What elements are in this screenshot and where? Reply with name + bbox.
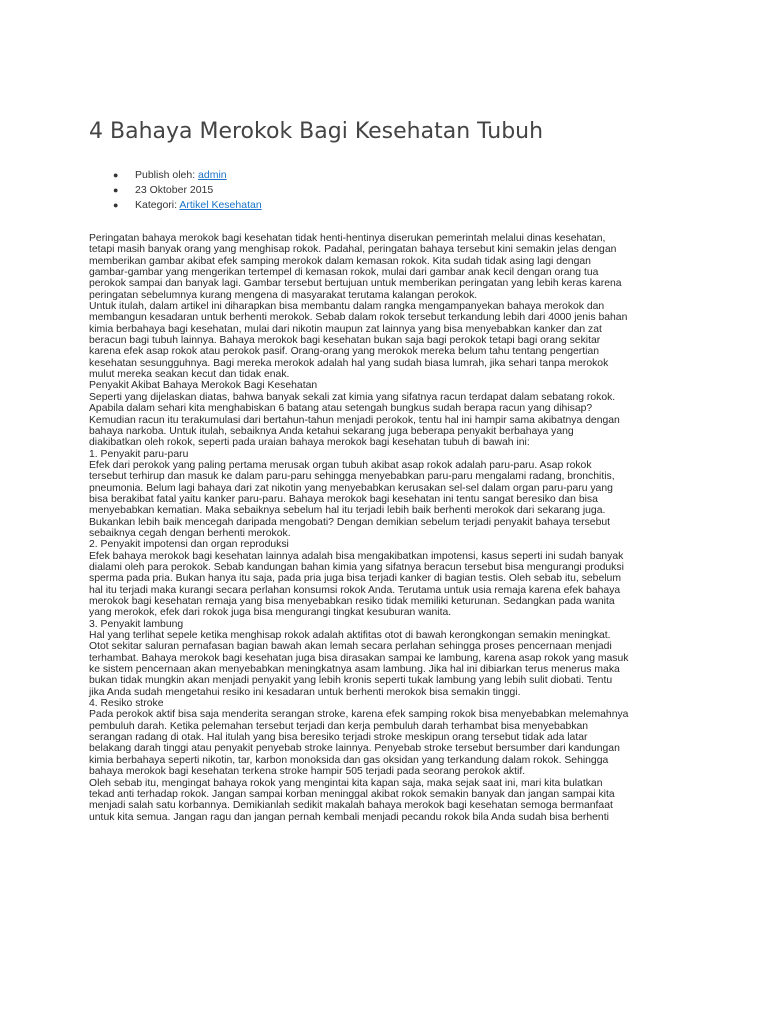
body-text-line: 3. Penyakit lambung (89, 618, 184, 630)
body-text-line: menyebabkan kematian. Maka sebaiknya sebelum hal itu terjadi lebih baik berhenti merokok dari sekarang juga. (89, 505, 606, 517)
body-text-line: ke sistem pencernaan akan menyebabkan meningkatnya asam lambung. Jika hal ini dibiarkan terus menerus maka (89, 664, 620, 676)
body-text-line: Untuk itulah, dalam artikel ini diharapkan bisa membantu dalam rangka mengampanyekan bahaya merokok dan (89, 301, 605, 313)
body-text-line: 2. Penyakit impotensi dan organ reproduksi (89, 539, 289, 551)
bullet-icon: ● (113, 170, 119, 180)
body-text-line: kimia berbahaya bagi kesehatan, mulai dari nikotin maupun zat lainnya yang bisa menyebabkan kanker dan zat (89, 323, 602, 335)
body-text-line: membangun kesadaran untuk berhenti merokok. Sebab dalam rokok tersebut terkandung lebih dari 4000 jenis bahan (89, 312, 628, 324)
body-text-line: Efek bahaya merokok bagi kesehatan lainnya adalah bisa mengakibatkan impotensi, kasus seperti ini sudah banyak (89, 550, 624, 562)
body-text-line: tekad anti terhadap rokok. Jangan sampai korban meninggal akibat rokok semakin banyak dan jangan sampai kita (89, 788, 615, 800)
body-text-line: diakibatkan oleh rokok, seperti pada uraian bahaya merokok bagi kesehatan tubuh di bawah ini: (89, 437, 530, 449)
publish-date: 23 Oktober 2015 (135, 184, 214, 196)
meta-item-author (110, 168, 262, 183)
meta-item-category (110, 198, 262, 213)
body-text-line: Apabila dalam sehari kita menghabiskan 6 batang atau setengah bungkus sudah berapa racun yang dihisap? (89, 403, 593, 415)
body-text-line: terhambat. Bahaya merokok bagi kesehatan juga bisa dirasakan sampai ke lambung, karena asap rokok yang masuk (89, 652, 629, 664)
body-text-line: mulut mereka seakan kecut dan tidak enak. (89, 369, 290, 381)
body-text-line: sebaiknya cegah dengan berhenti merokok. (89, 527, 291, 539)
body-text-line: beracun bagi tubuh lainnya. Bahaya merokok bagi kesehatan bukan saja bagi perokok tetapi bagi orang sekitar (89, 335, 601, 347)
body-text-line: kimia berbahaya seperti nikotin, tar, karbon monoksida dan gas oksidan yang terkandung dalam rokok. Sehingga (89, 754, 609, 766)
body-text-line: Oleh sebab itu, mengingat bahaya rokok yang mengintai kita kapan saja, maka sejak saat ini, mari kita bulatkan (89, 777, 603, 789)
bullet-icon: ● (113, 200, 119, 210)
bullet-icon: ● (113, 185, 119, 195)
body-text-line: bisa berakibat fatal yaitu kanker paru-paru. Bahaya merokok bagi kesehatan ini tentu sangat beresiko dan bisa (89, 493, 598, 505)
body-text-line: peringatan sebelumnya kurang mengena di masyarakat terutama kalangan perokok. (89, 289, 478, 301)
body-text-line: 1. Penyakit paru-paru (89, 448, 189, 460)
body-text-line: pembuluh darah. Ketika pelemahan tersebut terjadi dan kerja pembuluh darah terhambat bisa menyebabkan (89, 720, 589, 732)
author-label: Publish oleh: (135, 169, 199, 181)
body-text-line: untuk kita semua. Jangan ragu dan jangan pernah kembali menjadi pecandu rokok bila Anda sudah bisa berhenti (89, 811, 609, 823)
body-text-line: yang merokok, efek dari rokok juga bisa mengurangi tingkat kesuburan wanita. (89, 607, 452, 619)
body-text-line: Efek dari perokok yang paling pertama merusak organ tubuh akibat asap rokok adalah paru-paru. Asap rokok (89, 459, 592, 471)
body-text-line: bukan tidak mungkin akan menjadi penyakit yang lebih kronis seperti tukak lambung yang lebih sulit diobati. Tentu (89, 675, 613, 687)
body-text-line: Bukankan lebih baik mencegah daripada mengobati? Dengan demikian sebelum terjadi penyakit bahaya tersebut (89, 516, 611, 528)
body-text-line: bahaya merokok bagi kesehatan terkena stroke hampir 505 terjadi pada seorang perokok aktif. (89, 766, 526, 778)
body-text-line: merokok bagi kesehatan remaja yang bisa menyebabkan resiko tidak memiliki keturunan. Sedangkan pada wanita (89, 596, 615, 607)
body-text-line: 4. Resiko stroke (89, 698, 164, 710)
body-text-line: tetapi masih banyak orang yang menghisap rokok. Padahal, peringatan bahaya tersebut kini semakin jelas dengan (89, 244, 617, 256)
body-text-line: perokok sampai dan banyak lagi. Gambar tersebut bertujuan untuk memberikan peringatan yang lebih keras karena (89, 278, 622, 290)
body-text-line: memberikan gambar akibat efek samping merokok dalam kemasan rokok. Kita sudah tidak asing lagi dengan (89, 255, 591, 267)
body-text-line: pneumonia. Belum lagi bahaya dari zat nikotin yang menyebabkan kerusakan sel-sel dalam organ paru-paru yang (89, 482, 613, 494)
article-meta-list (110, 168, 262, 213)
category-link[interactable]: Artikel Kesehatan (179, 199, 262, 211)
body-text-line: Hal yang terlihat sepele ketika menghisap rokok adalah aktifitas otot di bawah kerongkongan semakin meningkat. (89, 630, 611, 642)
body-text-line: menjadi salah satu korbannya. Demikianlah sedikit makalah bahaya merokok bagi kesehatan semoga bermanfaat (89, 800, 613, 812)
body-text-line: jika Anda sudah mengetahui resiko ini kesadaran untuk berhenti merokok bisa semakin tinggi. (89, 686, 521, 698)
meta-item-date (110, 183, 262, 198)
body-text-line: karena efek asap rokok atau perokok pasif. Orang-orang yang merokok mereka belum tahu tentang pengertian (89, 346, 600, 358)
body-text-line: tersebut terhirup dan masuk ke dalam paru-paru sehingga menyebabkan paru-paru mengalami radang, bronchitis, (89, 471, 615, 483)
body-text-line: kesehatan sesungguhnya. Bagi mereka merokok adalah hal yang sudah biasa lumrah, jika sehari tanpa merokok (89, 357, 609, 369)
article-title: 4 Bahaya Merokok Bagi Kesehatan Tubuh (89, 119, 544, 144)
body-text-line: sperma pada pria. Bukan hanya itu saja, pada pria juga bisa terjadi kanker di bagian testis. Oleh sebab itu, sebelum (89, 573, 621, 585)
body-text-line: Kemudian racun itu terakumulasi dari bertahun-tahun menjadi perokok, tentu hal ini hampir sama akibatnya dengan (89, 414, 620, 426)
body-text-line: gambar-gambar yang mengerikan tertempel di kemasan rokok, mulai dari gambar anak kecil dengan orang tua (89, 267, 599, 279)
body-text-line: Penyakit Akibat Bahaya Merokok Bagi Kesehatan (89, 380, 318, 392)
body-text-line: bahaya narkoba. Untuk itulah, sebaiknya Anda ketahui sekarang juga beberapa penyakit berbahaya yang (89, 425, 574, 437)
body-text-line: Seperti yang dijelaskan diatas, bahwa banyak sekali zat kimia yang sifatnya racun terdapat dalam sebatang rokok. (89, 391, 616, 403)
author-link[interactable]: admin (198, 169, 227, 181)
body-text-line: dialami oleh para perokok. Sebab kandungan bahan kimia yang sifatnya beracun tersebut bisa mengurangi produksi (89, 561, 624, 573)
body-text-line: hal itu terjadi maka kurangi secara perlahan konsumsi rokok Anda. Terutama untuk usia remaja karena efek bahaya (89, 584, 621, 596)
body-text-line: Peringatan bahaya merokok bagi kesehatan tidak henti-hentinya diserukan pemerintah melalui dinas kesehatan, (89, 233, 606, 244)
article-body (89, 233, 669, 823)
category-label: Kategori: (135, 199, 180, 211)
body-text-line: Pada perokok aktif bisa saja menderita serangan stroke, karena efek samping rokok bisa menyebabkan melemahnya (89, 709, 629, 721)
body-text-line: Otot sekitar saluran pernafasan bagian bawah akan lemah secara perlahan sehingga proses pencernaan menjadi (89, 641, 612, 653)
body-text-line: belakang darah tinggi atau penyakit penyebab stroke lainnya. Penyebab stroke tersebut bersumber dari kandungan (89, 743, 620, 755)
body-text-line: serangan radang di otak. Hal itulah yang bisa beresiko terjadi stroke meskipun orang tersebut tidak ada latar (89, 732, 588, 744)
